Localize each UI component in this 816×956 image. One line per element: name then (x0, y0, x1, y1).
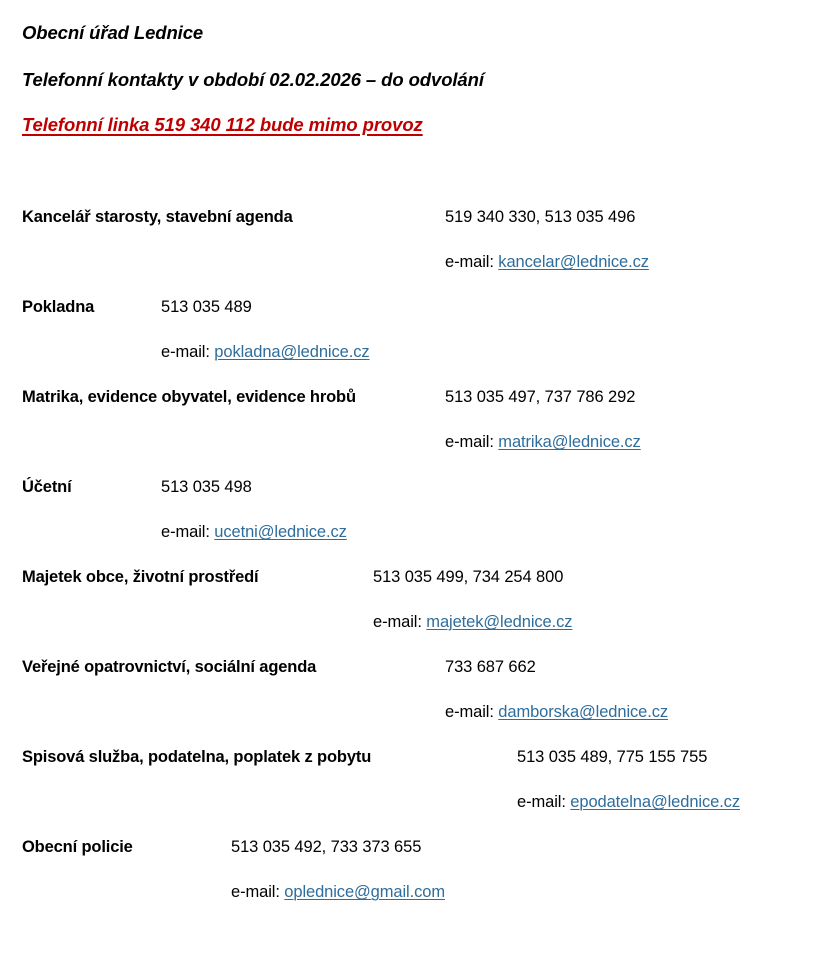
phone-numbers: 519 340 330, 513 035 496 (445, 208, 636, 226)
contact-entry (0, 565, 816, 655)
email-line-wrapper (231, 880, 445, 904)
email-link[interactable]: epodatelna@lednice.cz (570, 793, 740, 811)
contact-email-line (0, 340, 816, 385)
contact-main-line (0, 835, 816, 880)
contact-entry (0, 205, 816, 295)
out-of-service-alert: Telefonní linka 519 340 112 bude mimo provoz (22, 114, 423, 135)
email-line-wrapper (161, 340, 370, 364)
contact-email-line (0, 880, 816, 925)
email-link[interactable]: matrika@lednice.cz (498, 433, 641, 451)
department-label: Obecní policie (22, 838, 133, 856)
email-link[interactable]: kancelar@lednice.cz (498, 253, 649, 271)
email-label: e-mail: (231, 883, 285, 901)
contact-main-line (0, 475, 816, 520)
phone-numbers: 513 035 489 (161, 298, 252, 316)
period-line: Telefonní kontakty v období 02.02.2026 – do odvolání (22, 68, 484, 90)
department-label: Účetní (22, 478, 72, 496)
department-label: Matrika, evidence obyvatel, evidence hrobů (22, 388, 356, 406)
email-label: e-mail: (161, 523, 215, 541)
email-link[interactable]: ucetni@lednice.cz (214, 523, 347, 541)
contact-main-line (0, 655, 816, 700)
contact-email-line (0, 790, 816, 835)
email-line-wrapper (373, 610, 572, 634)
email-label: e-mail: (445, 703, 499, 721)
document-heading (22, 24, 782, 135)
contact-entry (0, 835, 816, 925)
phone-numbers: 733 687 662 (445, 658, 536, 676)
contact-email-line (0, 610, 816, 655)
contact-entry (0, 745, 816, 835)
phone-numbers: 513 035 498 (161, 478, 252, 496)
contacts-list (0, 205, 816, 925)
contact-email-line (0, 430, 816, 475)
email-link[interactable]: oplednice@gmail.com (284, 883, 445, 901)
contact-email-line (0, 700, 816, 745)
phone-numbers: 513 035 492, 733 373 655 (231, 838, 422, 856)
department-label: Kancelář starosty, stavební agenda (22, 208, 293, 226)
email-link[interactable]: damborska@lednice.cz (498, 703, 669, 721)
contact-entry (0, 655, 816, 745)
contact-main-line (0, 745, 816, 790)
contact-main-line (0, 295, 816, 340)
email-label: e-mail: (445, 253, 499, 271)
contact-email-line (0, 520, 816, 565)
phone-numbers: 513 035 489, 775 155 755 (517, 748, 708, 766)
contact-email-line (0, 250, 816, 295)
email-label: e-mail: (517, 793, 571, 811)
email-line-wrapper (517, 790, 740, 814)
department-label: Pokladna (22, 298, 95, 316)
email-line-wrapper (161, 520, 347, 544)
email-link[interactable]: majetek@lednice.cz (426, 613, 573, 631)
email-line-wrapper (445, 430, 641, 454)
department-label: Spisová služba, podatelna, poplatek z pobytu (22, 748, 372, 766)
contact-main-line (0, 205, 816, 250)
email-label: e-mail: (445, 433, 499, 451)
contact-entry (0, 475, 816, 565)
email-label: e-mail: (373, 613, 427, 631)
email-line-wrapper (445, 700, 668, 724)
phone-numbers: 513 035 497, 737 786 292 (445, 388, 636, 406)
department-label: Majetek obce, životní prostředí (22, 568, 259, 586)
email-line-wrapper (445, 250, 649, 274)
email-label: e-mail: (161, 343, 215, 361)
email-link[interactable]: pokladna@lednice.cz (214, 343, 370, 361)
office-name: Obecní úřad Lednice (22, 22, 204, 43)
contact-main-line (0, 565, 816, 610)
phone-numbers: 513 035 499, 734 254 800 (373, 568, 564, 586)
department-label: Veřejné opatrovnictví, sociální agenda (22, 658, 317, 676)
contact-main-line (0, 385, 816, 430)
contact-entry (0, 385, 816, 475)
contact-entry (0, 295, 816, 385)
